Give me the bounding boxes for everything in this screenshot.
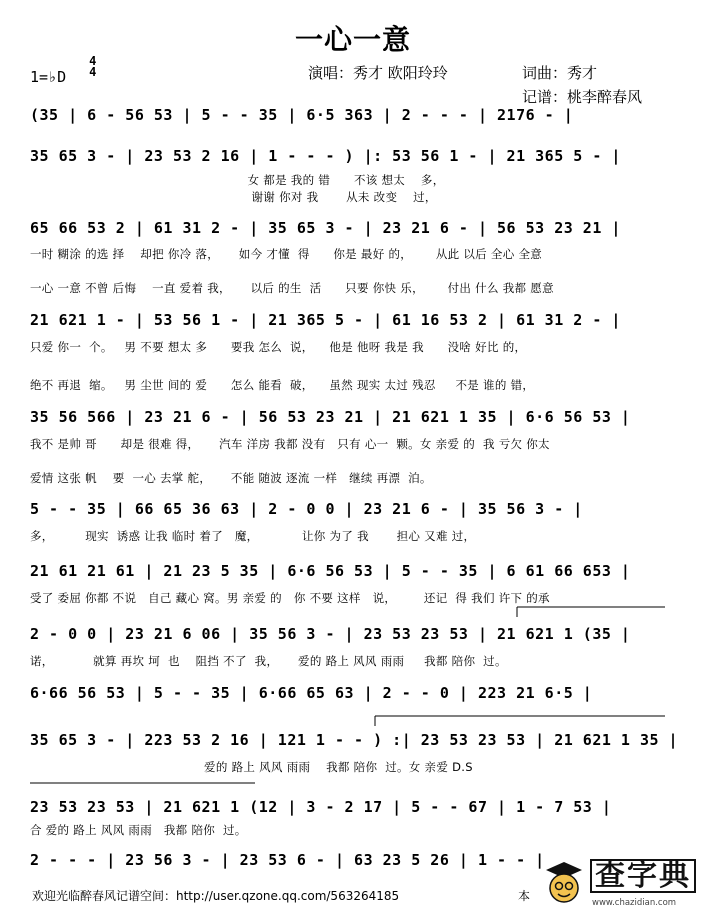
score-line-2: 35 65 3 - | 23 53 2 16 | 1 - - - ) |: 53 56 1 - | 21 365 5 - | <box>30 147 621 165</box>
score-line-6: 5 - - 35 | 66 65 36 63 | 2 - 0 0 | 23 21 6 - | 35 56 3 - | <box>30 500 583 518</box>
score-line-11: 23 53 23 53 | 21 621 1 (12 | 3 - 2 17 | 5 - - 67 | 1 - 7 53 | <box>30 798 612 816</box>
lyric-line-6a: 多， 现实 诱惑 让我 临时 着了 魔， 让你 为了 我 担心 又难 过， <box>30 529 476 543</box>
score-line-5: 35 56 566 | 23 21 6 - | 56 53 23 21 | 21 621 1 35 | 6·6 56 53 | <box>30 408 631 426</box>
lyric-line-4b: 绝不 再退 缩。 男 尘世 间的 爱 怎么 能看 破， 虽然 现实 太过 残忍 不是 谁的 错， <box>30 378 535 392</box>
lyric-line-7a: 受了 委屈 你都 不说 自己 藏心 窝。男 亲爱 的 你 不要 这样 说， 还记 得 我们 许下 的承 <box>30 591 550 605</box>
transcriber-credit: 记谱：桃李醉春风 <box>522 88 643 106</box>
site-logo <box>540 856 700 912</box>
score-line-7: 21 61 21 61 | 21 23 5 35 | 6·6 56 53 | 5 - - 35 | 6 61 66 653 | <box>30 562 631 580</box>
lyric-line-2a: 女 都是 我的 错 不该 想太 多， <box>30 173 445 187</box>
composer-credit: 词曲：秀才 <box>522 64 598 82</box>
lyric-line-3a: 一时 糊涂 的选 择 却把 你冷 落， 如今 才懂 得 你是 最好 的， 从此 以后 全心 全意 <box>30 247 543 261</box>
score-line-1: (35 | 6 - 56 53 | 5 - - 35 | 6·5 363 | 2 - - - | 2176 - | <box>30 106 574 124</box>
lyric-line-4a: 只爱 你一 个。 男 不要 想太 多 要我 怎么 说， 他是 他呀 我是 我 没啥 好比 的， <box>30 340 527 354</box>
score-line-9: 6·66 56 53 | 5 - - 35 | 6·66 65 63 | 2 - - 0 | 223 21 6·5 | <box>30 684 593 702</box>
score-line-10: 35 65 3 - | 223 53 2 16 | 121 1 - - ) :| 23 53 23 53 | 21 621 1 35 | <box>30 731 679 749</box>
scholar-face-icon <box>542 858 586 906</box>
song-title: 一心一意 <box>294 23 411 56</box>
lyric-line-10a: 爱的 路上 风风 雨雨 我都 陪你 过。女 亲爱 D.S <box>30 760 473 774</box>
score-line-8: 2 - 0 0 | 23 21 6 06 | 35 56 3 - | 23 53 23 53 | 21 621 1 (35 | <box>30 625 631 643</box>
time-signature <box>89 56 96 78</box>
time-top: 4 <box>89 54 97 68</box>
lyric-line-8a: 诺， 就算 再坎 坷 也 阻挡 不了 我， 爱的 路上 风风 雨雨 我都 陪你 过。 <box>30 654 507 668</box>
key-label: 1=♭D <box>30 68 67 86</box>
singers-credit: 演唱：秀才 欧阳玲玲 <box>308 64 448 82</box>
lyric-line-11a: 合 爱的 路上 风风 雨雨 我都 陪你 过。 <box>30 823 247 837</box>
logo-url: www.chazidian.com <box>592 898 677 908</box>
lyric-line-3b: 一心 一意 不曾 后悔 一直 爱着 我， 以后 的生 活 只要 你快 乐， 付出 什么 我都 愿意 <box>30 281 554 295</box>
score-line-4: 21 621 1 - | 53 56 1 - | 21 365 5 - | 61 16 53 2 | 61 31 2 - | <box>30 311 621 329</box>
key-signature <box>30 54 97 86</box>
time-bottom: 4 <box>89 65 97 79</box>
score-line-3: 65 66 53 2 | 61 31 2 - | 35 65 3 - | 23 21 6 - | 56 53 23 21 | <box>30 219 621 237</box>
lyric-line-5a: 我不 是帅 哥 却是 很难 得， 汽车 洋房 我都 没有 只有 心一 颗。女 亲爱 的 我 亏欠 你太 <box>30 437 550 451</box>
lyric-line-2b: 谢谢 你对 我 从未 改变 过， <box>30 190 437 204</box>
lyric-line-5b: 爱情 这张 帆 要 一心 去掌 舵， 不能 随波 逐流 一样 继续 再漂 泊。 <box>30 471 432 485</box>
footer-text: 欢迎光临醉春风记谱空间：http://user.qzone.qq.com/563264185 <box>32 889 400 903</box>
logo-text: 查字典 <box>590 859 696 893</box>
footer-mark: 本 <box>518 889 531 903</box>
score-line-12: 2 - - - | 23 56 3 - | 23 53 6 - | 63 23 5 26 | 1 - - | <box>30 851 545 869</box>
